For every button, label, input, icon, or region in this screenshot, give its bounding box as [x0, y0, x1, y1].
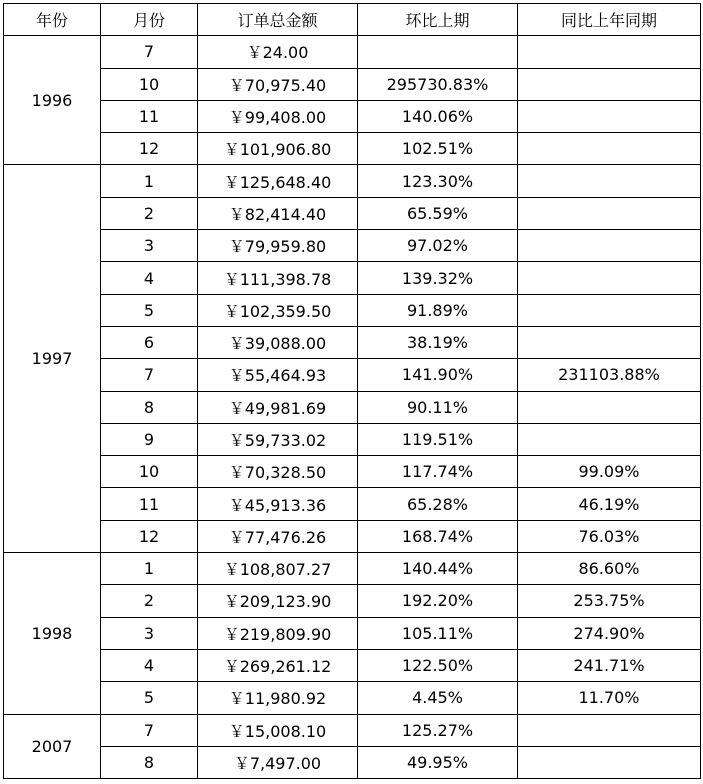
order-total-cell: ￥55,464.93	[198, 359, 358, 391]
mom-cell: 295730.83%	[358, 68, 518, 100]
yoy-cell	[518, 746, 701, 778]
month-cell: 11	[101, 100, 198, 132]
yoy-cell	[518, 36, 701, 68]
yoy-cell	[518, 714, 701, 746]
order-total-cell: ￥7,497.00	[198, 746, 358, 778]
month-cell: 8	[101, 746, 198, 778]
order-total-cell: ￥82,414.40	[198, 197, 358, 229]
order-total-cell: ￥101,906.80	[198, 133, 358, 165]
yoy-cell	[518, 262, 701, 294]
yoy-cell	[518, 423, 701, 455]
order-total-cell: ￥59,733.02	[198, 423, 358, 455]
yoy-cell: 274.90%	[518, 617, 701, 649]
table-body	[4, 36, 701, 779]
month-cell: 4	[101, 649, 198, 681]
table-row	[4, 197, 701, 229]
mom-cell: 122.50%	[358, 649, 518, 681]
yoy-cell: 253.75%	[518, 585, 701, 617]
order-total-cell: ￥79,959.80	[198, 230, 358, 262]
table-row	[4, 165, 701, 197]
mom-cell: 65.28%	[358, 488, 518, 520]
order-total-cell: ￥39,088.00	[198, 326, 358, 358]
mom-cell: 141.90%	[358, 359, 518, 391]
yoy-cell: 46.19%	[518, 488, 701, 520]
yoy-cell	[518, 165, 701, 197]
yoy-cell	[518, 100, 701, 132]
table-row	[4, 359, 701, 391]
table-row	[4, 294, 701, 326]
table-row	[4, 617, 701, 649]
table-row	[4, 133, 701, 165]
mom-cell: 119.51%	[358, 423, 518, 455]
month-cell: 8	[101, 391, 198, 423]
mom-cell: 192.20%	[358, 585, 518, 617]
order-total-cell: ￥45,913.36	[198, 488, 358, 520]
month-cell: 2	[101, 197, 198, 229]
order-total-cell: ￥70,328.50	[198, 456, 358, 488]
mom-cell: 49.95%	[358, 746, 518, 778]
mom-cell: 4.45%	[358, 682, 518, 714]
mom-cell: 117.74%	[358, 456, 518, 488]
mom-cell: 140.44%	[358, 553, 518, 585]
yoy-cell	[518, 68, 701, 100]
order-total-cell: ￥209,123.90	[198, 585, 358, 617]
order-total-cell: ￥11,980.92	[198, 682, 358, 714]
mom-cell	[358, 36, 518, 68]
table-row	[4, 520, 701, 552]
yoy-cell	[518, 326, 701, 358]
header-row	[4, 4, 701, 36]
table-row	[4, 553, 701, 585]
table-row	[4, 262, 701, 294]
table-row	[4, 230, 701, 262]
month-cell: 1	[101, 165, 198, 197]
mom-cell: 139.32%	[358, 262, 518, 294]
month-cell: 10	[101, 68, 198, 100]
month-cell: 12	[101, 133, 198, 165]
order-total-cell: ￥125,648.40	[198, 165, 358, 197]
month-cell: 4	[101, 262, 198, 294]
order-total-cell: ￥108,807.27	[198, 553, 358, 585]
mom-cell: 91.89%	[358, 294, 518, 326]
yoy-cell: 99.09%	[518, 456, 701, 488]
header-order-total: 订单总金额	[198, 4, 358, 36]
table-row	[4, 36, 701, 68]
order-total-cell: ￥70,975.40	[198, 68, 358, 100]
month-cell: 10	[101, 456, 198, 488]
yoy-cell	[518, 197, 701, 229]
month-cell: 5	[101, 294, 198, 326]
yoy-cell	[518, 230, 701, 262]
order-total-cell: ￥99,408.00	[198, 100, 358, 132]
yoy-cell	[518, 294, 701, 326]
header-year: 年份	[4, 4, 101, 36]
month-cell: 9	[101, 423, 198, 455]
mom-cell: 90.11%	[358, 391, 518, 423]
month-cell: 7	[101, 714, 198, 746]
year-cell: 1996	[4, 36, 101, 165]
month-cell: 2	[101, 585, 198, 617]
orders-summary-table	[3, 3, 701, 779]
month-cell: 1	[101, 553, 198, 585]
mom-cell: 97.02%	[358, 230, 518, 262]
header-mom: 环比上期	[358, 4, 518, 36]
table-row	[4, 391, 701, 423]
month-cell: 5	[101, 682, 198, 714]
month-cell: 3	[101, 617, 198, 649]
table-row	[4, 100, 701, 132]
table-row	[4, 68, 701, 100]
table-row	[4, 682, 701, 714]
table-row	[4, 488, 701, 520]
yoy-cell: 241.71%	[518, 649, 701, 681]
order-total-cell: ￥111,398.78	[198, 262, 358, 294]
header-yoy: 同比上年同期	[518, 4, 701, 36]
month-cell: 12	[101, 520, 198, 552]
month-cell: 7	[101, 36, 198, 68]
table-row	[4, 714, 701, 746]
order-total-cell: ￥219,809.90	[198, 617, 358, 649]
table-row	[4, 423, 701, 455]
mom-cell: 140.06%	[358, 100, 518, 132]
month-cell: 3	[101, 230, 198, 262]
mom-cell: 65.59%	[358, 197, 518, 229]
yoy-cell: 231103.88%	[518, 359, 701, 391]
order-total-cell: ￥77,476.26	[198, 520, 358, 552]
month-cell: 11	[101, 488, 198, 520]
month-cell: 6	[101, 326, 198, 358]
table-row	[4, 649, 701, 681]
mom-cell: 168.74%	[358, 520, 518, 552]
yoy-cell: 76.03%	[518, 520, 701, 552]
mom-cell: 105.11%	[358, 617, 518, 649]
yoy-cell	[518, 391, 701, 423]
order-total-cell: ￥15,008.10	[198, 714, 358, 746]
yoy-cell: 11.70%	[518, 682, 701, 714]
table-row	[4, 746, 701, 778]
mom-cell: 123.30%	[358, 165, 518, 197]
order-total-cell: ￥102,359.50	[198, 294, 358, 326]
year-cell: 1997	[4, 165, 101, 553]
yoy-cell: 86.60%	[518, 553, 701, 585]
mom-cell: 102.51%	[358, 133, 518, 165]
table-row	[4, 585, 701, 617]
header-month: 月份	[101, 4, 198, 36]
order-total-cell: ￥49,981.69	[198, 391, 358, 423]
year-cell: 1998	[4, 553, 101, 714]
table-row	[4, 456, 701, 488]
mom-cell: 38.19%	[358, 326, 518, 358]
table-row	[4, 326, 701, 358]
order-total-cell: ￥24.00	[198, 36, 358, 68]
order-total-cell: ￥269,261.12	[198, 649, 358, 681]
year-cell: 2007	[4, 714, 101, 779]
yoy-cell	[518, 133, 701, 165]
mom-cell: 125.27%	[358, 714, 518, 746]
month-cell: 7	[101, 359, 198, 391]
